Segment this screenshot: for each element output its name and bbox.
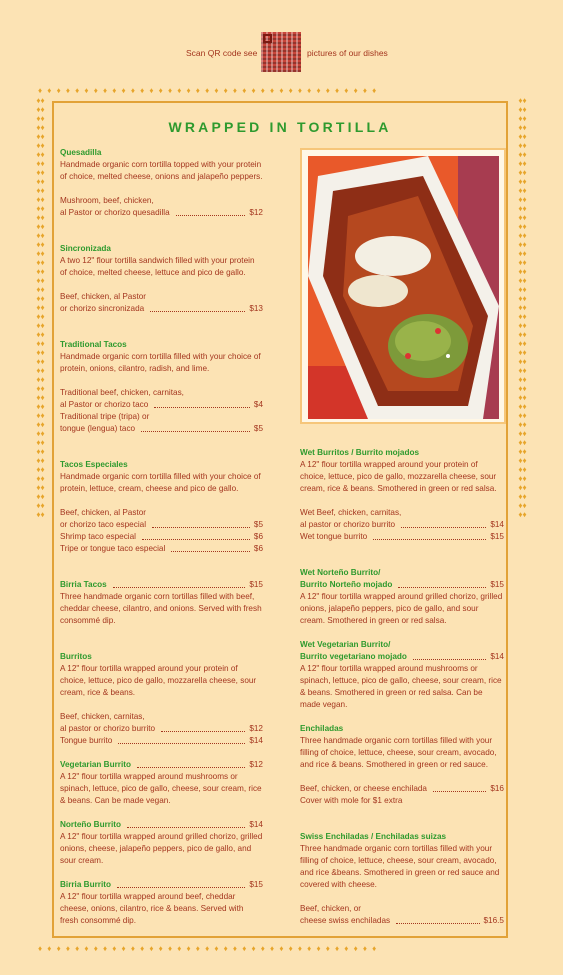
item-option: Cover with mole for $1 extra xyxy=(300,796,403,805)
item-option: Tongue burrito xyxy=(60,736,113,745)
dotted-leader xyxy=(127,827,245,828)
dotted-leader xyxy=(142,539,250,540)
menu-item-birria-tacos xyxy=(60,579,263,627)
menu-item-traditional-tacos xyxy=(60,339,263,435)
item-name: Birria Burrito xyxy=(60,880,111,889)
page-title: WRAPPED IN TORTILLA xyxy=(168,119,392,135)
dotted-leader xyxy=(154,407,250,408)
qr-right-text: pictures of our dishes xyxy=(307,48,388,58)
item-price: $15 xyxy=(490,532,504,541)
item-option: Shrimp taco especial xyxy=(60,532,136,541)
item-description: A 12" flour tortilla wrapped around grilled chorizo, grilled onions, jalapeño peppers, pico de gallo, and sour cream. Smothered in green or red salsa. xyxy=(300,592,503,625)
dish-photo-frame xyxy=(300,148,506,424)
item-description: A 12" flour tortilla wrapped around beef, cheddar cheese, onions, cilantro, rice & beans. Served with fresh consommé dip. xyxy=(60,892,244,925)
item-name: Wet Norteño Burrito/ xyxy=(300,568,381,577)
item-option: Tripe or tongue taco especial xyxy=(60,544,166,553)
dotted-leader xyxy=(150,311,245,312)
decorative-border-top: ♦♦♦♦♦♦♦♦♦♦♦♦♦♦♦♦♦♦♦♦♦♦♦♦♦♦♦♦♦♦♦♦♦♦♦♦♦ xyxy=(38,86,382,95)
item-price: $14 xyxy=(490,520,504,529)
dotted-leader xyxy=(118,743,245,744)
item-name: Wet Burritos / Burrito mojados xyxy=(300,448,420,457)
decorative-border-bottom: ♦♦♦♦♦♦♦♦♦♦♦♦♦♦♦♦♦♦♦♦♦♦♦♦♦♦♦♦♦♦♦♦♦♦♦♦♦ xyxy=(38,944,382,953)
menu-item-burritos xyxy=(60,651,263,747)
item-description: Handmade organic corn tortilla filled with your choice of protein, lettuce, cream, cheese and pico de gallo. xyxy=(60,472,261,493)
item-name: Traditional Tacos xyxy=(60,340,127,349)
item-option: al Pastor or chorizo taco xyxy=(60,400,149,409)
item-description: A 12" flour tortilla wrapped around mushrooms or spinach, lettuce, pico de gallo, cheese, sour cream, rice & beans. Smothered in green or red salsa. Can be made vegan. xyxy=(300,664,502,709)
item-name: Enchiladas xyxy=(300,724,344,733)
item-option: tongue (lengua) taco xyxy=(60,424,136,433)
item-description: A 12" flour tortilla wrapped around your protein of choice, lettuce, pico de gallo, mozzarella cheese, sour cream, rice & beans. Smothered in green or red salsa. xyxy=(300,460,497,493)
item-name: Burritos xyxy=(60,652,92,661)
item-option: Beef, chicken, al Pastor xyxy=(60,508,147,517)
item-name: Norteño Burrito xyxy=(60,820,121,829)
item-price: $16 xyxy=(490,784,504,793)
item-price: $15 xyxy=(249,580,263,589)
dotted-leader xyxy=(401,527,486,528)
item-option: Beef, chicken, al Pastor xyxy=(60,292,147,301)
item-price: $5 xyxy=(253,520,263,529)
item-description: Handmade organic corn tortilla topped with your protein of choice, melted cheese, onions and jalapeño peppers. xyxy=(60,160,263,181)
item-option: Traditional tripe (tripa) or xyxy=(60,412,150,421)
dotted-leader xyxy=(171,551,250,552)
item-description: A two 12" flour tortilla sandwich filled with your protein of choice, melted cheese, lettuce and pico de gallo. xyxy=(60,256,255,277)
menu-item-sincronizada xyxy=(60,243,263,315)
qr-header xyxy=(0,32,563,72)
dotted-leader xyxy=(398,587,486,588)
item-option: Wet tongue burrito xyxy=(300,532,368,541)
decorative-border-right: ♦♦♦♦♦♦♦♦♦♦♦♦♦♦♦♦♦♦♦♦♦♦♦♦♦♦♦♦♦♦♦♦♦♦♦♦♦♦♦♦♦♦♦♦♦♦♦♦♦♦♦♦♦♦♦♦♦♦♦♦♦♦♦♦♦♦♦♦♦♦♦♦♦♦♦♦♦♦♦♦♦♦♦♦♦♦♦♦♦♦♦♦♦♦ xyxy=(518,96,527,519)
item-name: Sincronizada xyxy=(60,244,111,253)
item-option: al Pastor or chorizo quesadilla xyxy=(60,208,170,217)
item-price: $14 xyxy=(490,652,504,661)
menu-item-wet-vegetarian xyxy=(300,639,504,711)
menu-item-wet-norteno xyxy=(300,567,504,627)
qr-code-icon[interactable] xyxy=(261,32,301,72)
menu-item-swiss-enchiladas xyxy=(300,831,504,927)
item-price: $6 xyxy=(253,544,263,553)
dotted-leader xyxy=(113,587,246,588)
item-option: Wet Beef, chicken, carnitas, xyxy=(300,508,402,517)
item-price: $15 xyxy=(249,880,263,889)
dotted-leader xyxy=(117,887,245,888)
item-option: or chorizo sincronizada xyxy=(60,304,145,313)
item-price: $4 xyxy=(253,400,263,409)
item-price: $15 xyxy=(490,580,504,589)
item-description: A 12" flour tortilla wrapped around your protein of choice, lettuce, pico de gallo, mozzarella cheese, sour cream, rice & beans. xyxy=(60,664,257,697)
dotted-leader xyxy=(396,923,479,924)
item-option: Mushroom, beef, chicken, xyxy=(60,196,154,205)
item-price: $13 xyxy=(249,304,263,313)
item-name: Vegetarian Burrito xyxy=(60,760,131,769)
item-name-2: Burrito Norteño mojado xyxy=(300,580,393,589)
menu-item-wet-burritos xyxy=(300,447,504,543)
item-price: $14 xyxy=(249,736,263,745)
qr-left-text: Scan QR code see xyxy=(186,48,258,58)
item-name: Birria Tacos xyxy=(60,580,107,589)
menu-item-vegetarian-burrito xyxy=(60,759,263,807)
item-price: $12 xyxy=(249,724,263,733)
dotted-leader xyxy=(152,527,250,528)
item-name: Tacos Especiales xyxy=(60,460,128,469)
menu-item-tacos-especiales xyxy=(60,459,263,555)
menu-item-enchiladas xyxy=(300,723,504,807)
item-price: $16.5 xyxy=(483,916,504,925)
enchilada-dish-photo xyxy=(308,156,499,419)
item-description: Three handmade organic corn tortillas filled with your filling of choice, lettuce, cheese, sour cream, avocado, and rice &beans. Smothered in green or red sauce and covered with cheese. xyxy=(300,844,500,889)
item-option: al pastor or chorizo burrito xyxy=(60,724,156,733)
item-price: $12 xyxy=(249,208,263,217)
item-option: al pastor or chorizo burrito xyxy=(300,520,396,529)
item-option: Beef, chicken, carnitas, xyxy=(60,712,145,721)
item-description: Three handmade organic corn tortillas filled with your filling of choice, lettuce, cheese, sour cream, avocado, and rice & beans. Smothered in green or red sauce. xyxy=(300,736,497,769)
dotted-leader xyxy=(176,215,246,216)
item-name-2: Burrito vegetariano mojado xyxy=(300,652,407,661)
dotted-leader xyxy=(373,539,486,540)
dotted-leader xyxy=(161,731,245,732)
item-name: Quesadilla xyxy=(60,148,102,157)
item-price: $12 xyxy=(249,760,263,769)
dotted-leader xyxy=(137,767,245,768)
item-price: $5 xyxy=(253,424,263,433)
item-option: cheese swiss enchiladas xyxy=(300,916,391,925)
decorative-border-left: ♦♦♦♦♦♦♦♦♦♦♦♦♦♦♦♦♦♦♦♦♦♦♦♦♦♦♦♦♦♦♦♦♦♦♦♦♦♦♦♦♦♦♦♦♦♦♦♦♦♦♦♦♦♦♦♦♦♦♦♦♦♦♦♦♦♦♦♦♦♦♦♦♦♦♦♦♦♦♦♦♦♦♦♦♦♦♦♦♦♦♦♦♦♦ xyxy=(36,96,45,519)
item-description: A 12" flour tortilla wrapped around grilled chorizo, grilled onions, cheese, jalapeño peppers, pico de gallo, and sour cream. xyxy=(60,832,263,865)
item-price: $14 xyxy=(249,820,263,829)
menu-item-birria-burrito xyxy=(60,879,263,927)
item-description: Three handmade organic corn tortillas filled with beef, cheddar cheese, cilantro, and onions. Served with fresh consommé dip. xyxy=(60,592,262,625)
dotted-leader xyxy=(433,791,486,792)
item-option: Beef, chicken, or cheese enchilada xyxy=(300,784,427,793)
dotted-leader xyxy=(413,659,486,660)
menu-item-norteno-burrito xyxy=(60,819,263,867)
item-name: Swiss Enchiladas / Enchiladas suizas xyxy=(300,832,447,841)
item-option: Beef, chicken, or xyxy=(300,904,361,913)
item-name: Wet Vegetarian Burrito/ xyxy=(300,640,391,649)
dotted-leader xyxy=(141,431,250,432)
menu-item-quesadilla xyxy=(60,147,263,219)
item-option: or chorizo taco especial xyxy=(60,520,147,529)
item-description: Handmade organic corn tortilla filled with your choice of protein, onions, cilantro, radish, and lime. xyxy=(60,352,261,373)
item-description: A 12" flour tortilla wrapped around mushrooms or spinach, lettuce, pico de gallo, cheese, sour cream, rice & beans. Can be made vegan. xyxy=(60,772,262,805)
item-price: $6 xyxy=(253,532,263,541)
item-option: Traditional beef, chicken, carnitas, xyxy=(60,388,184,397)
